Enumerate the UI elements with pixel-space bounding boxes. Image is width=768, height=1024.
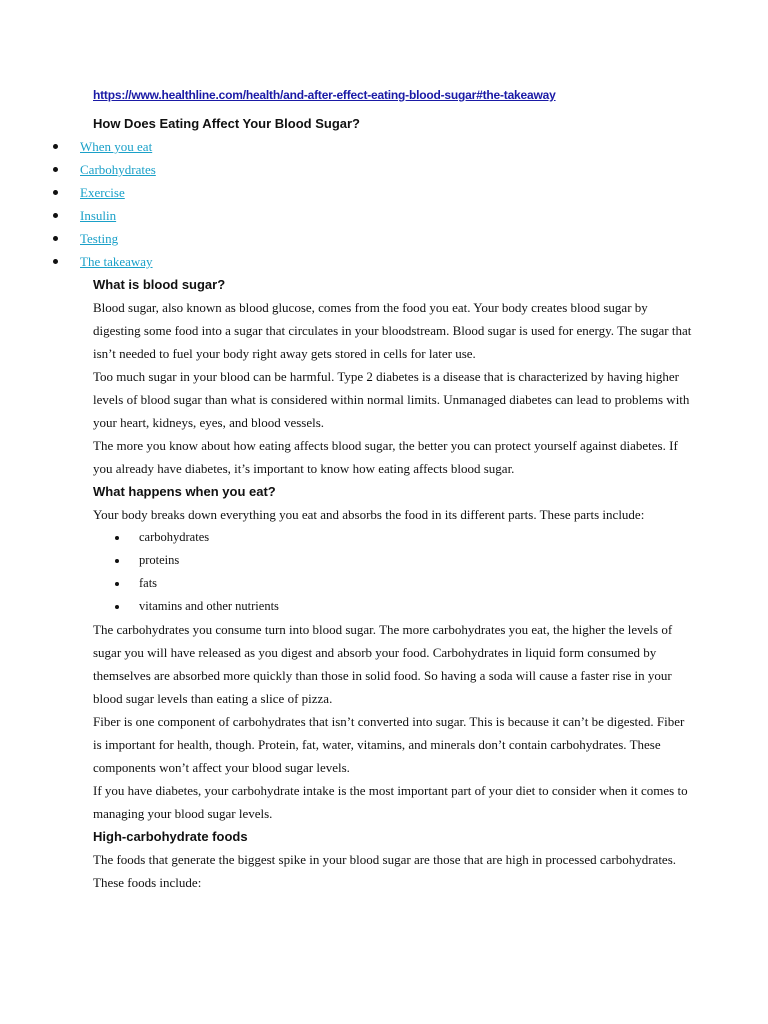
list-item: [115, 595, 693, 618]
heading-what-is-blood-sugar: What is blood sugar?: [93, 277, 226, 292]
list-item-label: vitamins and other nutrients: [139, 599, 279, 613]
paragraph: The carbohydrates you consume turn into blood sugar. The more carbohydrates you eat, the higher the levels of sugar you will have released as you digest and absorb your food. Carbohydrates in liquid form consumed by themselves are absorbed more quickly than those in solid food. So having a soda will cause a faster rise in your blood sugar levels than eating a slice of pizza.: [93, 622, 673, 706]
paragraph: Your body breaks down everything you eat and absorbs the food in its different parts. These parts include:: [93, 507, 645, 522]
list-item-label: fats: [139, 576, 158, 590]
bullet-icon: [115, 605, 119, 609]
toc-item: [53, 181, 693, 204]
paragraph: Fiber is one component of carbohydrates that isn’t converted into sugar. This is because it can’t be digested. Fiber is important for health, though. Protein, fat, water, vitamins, and minerals don’t contain carbohydrates. These components won’t affect your blood sugar levels.: [93, 714, 685, 775]
bullet-icon: [53, 144, 58, 149]
bullet-icon: [115, 582, 119, 586]
list-item-label: proteins: [139, 553, 180, 567]
toc-link-testing[interactable]: Testing: [80, 231, 119, 246]
bullet-icon: [53, 259, 58, 264]
toc-link-when-you-eat[interactable]: When you eat: [80, 139, 153, 154]
toc-item: [53, 250, 693, 273]
bullet-icon: [115, 536, 119, 540]
list-item: [115, 572, 693, 595]
bullet-icon: [53, 213, 58, 218]
toc-item: [53, 135, 693, 158]
table-of-contents: [53, 135, 693, 273]
paragraph: Too much sugar in your blood can be harmful. Type 2 diabetes is a disease that is characterized by having higher levels of blood sugar than what is considered within normal limits. Unmanaged diabetes can lead to problems with your heart, kidneys, eyes, and blood vessels.: [93, 369, 690, 430]
toc-link-insulin[interactable]: Insulin: [80, 208, 117, 223]
paragraph: Blood sugar, also known as blood glucose, comes from the food you eat. Your body creates blood sugar by digesting some food into a sugar that circulates in your bloodstream. Blood sugar is used for energy. The sugar that isn’t needed to fuel your body right away gets stored in cells for later use.: [93, 300, 692, 361]
toc-item: [53, 158, 693, 181]
heading-high-carbohydrate-foods: High-carbohydrate foods: [93, 829, 248, 844]
bullet-icon: [115, 559, 119, 563]
list-item: [115, 526, 693, 549]
list-item: [115, 549, 693, 572]
document-body: [80, 84, 693, 894]
document-title: How Does Eating Affect Your Blood Sugar?: [93, 116, 360, 131]
toc-link-carbohydrates[interactable]: Carbohydrates: [80, 162, 156, 177]
nutrient-list: [93, 526, 693, 618]
list-item-label: carbohydrates: [139, 530, 210, 544]
bullet-icon: [53, 190, 58, 195]
heading-what-happens-when-you-eat: What happens when you eat?: [93, 484, 276, 499]
bullet-icon: [53, 167, 58, 172]
toc-link-the-takeaway[interactable]: The takeaway: [80, 254, 153, 269]
paragraph: If you have diabetes, your carbohydrate intake is the most important part of your diet to consider when it comes to managing your blood sugar levels.: [93, 783, 688, 821]
paragraph: The more you know about how eating affects blood sugar, the better you can protect yourself against diabetes. If you already have diabetes, it’s important to know how eating affects blood sugar.: [93, 438, 678, 476]
toc-link-exercise[interactable]: Exercise: [80, 185, 125, 200]
toc-item: [53, 204, 693, 227]
bullet-icon: [53, 236, 58, 241]
paragraph: The foods that generate the biggest spike in your blood sugar are those that are high in processed carbohydrates. These foods include:: [93, 852, 677, 890]
toc-item: [53, 227, 693, 250]
source-url-link[interactable]: https://www.healthline.com/health/and-after-effect-eating-blood-sugar#the-takeaway: [93, 88, 556, 102]
